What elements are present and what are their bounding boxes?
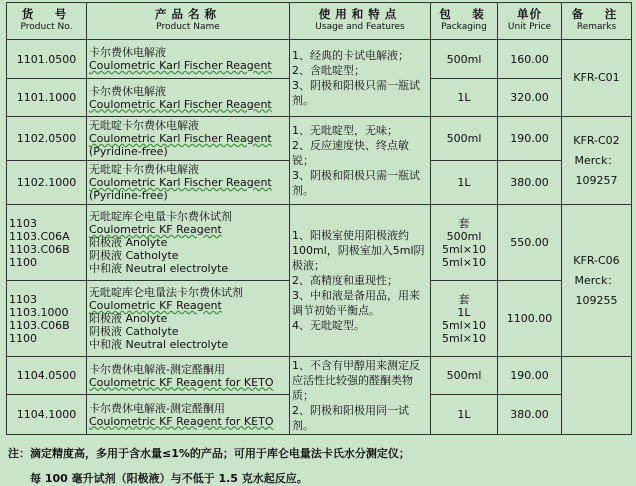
table-row xyxy=(7,40,632,79)
product-name-cell: 无吡啶卡尔费休电解液 Coulometric Karl Fischer Reagent (Pyridine-free) xyxy=(87,117,290,161)
packaging-cell: 500ml xyxy=(431,357,498,395)
header-row xyxy=(7,3,632,40)
packaging-cell: 1L xyxy=(431,161,498,205)
product-no-cell: 1104.0500 xyxy=(7,357,87,395)
product-no-cell: 1101.0500 xyxy=(7,40,87,79)
product-no-cell: 1101.1000 xyxy=(7,79,87,117)
remarks-cell: KFR-C06 Merck： 109255 xyxy=(562,205,632,357)
packaging-cell: 套 500ml 5ml×10 5ml×10 xyxy=(431,205,498,281)
header-product-no: 货 号 Product No. xyxy=(7,3,87,40)
product-name-cell: 无吡啶库仑电量法卡尔费休试剂 Coulometric KF Reagent 阳极液 Anolyte 阴极液 Catholyte 中和液 Neutral electrolyte xyxy=(87,281,290,357)
price-cell: 320.00 xyxy=(498,79,562,117)
product-name-cell: 卡尔费休电解液 Coulometric Karl Fischer Reagent xyxy=(87,79,290,117)
product-no-cell: 1102.0500 xyxy=(7,117,87,161)
header-product-name: 产品名称 Product Name xyxy=(87,3,290,40)
header-price: 单价 Unit Price xyxy=(498,3,562,40)
usage-cell: 1、不含有甲醇用来测定反应活性比较强的醛酮类物质； 2、阴极和阳极用同一试剂。 xyxy=(290,357,431,435)
price-cell: 190.00 xyxy=(498,357,562,395)
product-name-cell: 卡尔费休电解液 Coulometric Karl Fischer Reagent xyxy=(87,40,290,79)
remarks-cell: KFR-C01 xyxy=(562,40,632,117)
price-cell: 160.00 xyxy=(498,40,562,79)
price-cell: 190.00 xyxy=(498,117,562,161)
product-name-cell: 卡尔费休电解液-测定醛酮用 Coulometric KF Reagent for KETO xyxy=(87,357,290,395)
price-cell: 380.00 xyxy=(498,395,562,435)
product-name-cell: 卡尔费休电解液-测定醛酮用 Coulometric KF Reagent for KETO xyxy=(87,395,290,435)
usage-cell: 1、阳极室使用阳极液约100ml，阴极室加入5ml阴极液； 2、高精度和重现性； 3、中和液是备用品，用来调节初始平衡点。 4、无吡啶型。 xyxy=(290,205,431,357)
product-table xyxy=(6,2,632,435)
product-name-cell: 无吡啶库仑电量卡尔费休试剂 Coulometric KF Reagent 阳极液 Anolyte 阴极液 Catholyte 中和液 Neutral electrolyte xyxy=(87,205,290,281)
footnote-line1: 注：滴定精度高，多用于含水量≤1%的产品；可用于库仑电量法卡氏水分测定仪； xyxy=(8,447,410,460)
product-name-cell: 无吡啶卡尔费休电解液 Coulometric Karl Fischer Reagent (Pyridine-free) xyxy=(87,161,290,205)
product-no-cell: 1102.1000 xyxy=(7,161,87,205)
packaging-cell: 1L xyxy=(431,395,498,435)
header-usage: 使用和特点 Usage and Features xyxy=(290,3,431,40)
table-row xyxy=(7,357,632,395)
packaging-cell: 500ml xyxy=(431,40,498,79)
usage-cell: 1、经典的卡试电解液； 2、含吡啶型； 3、阴极和阳极只需一瓶试剂。 xyxy=(290,40,431,117)
remarks-cell: KFR-C02 Merck： 109257 xyxy=(562,117,632,205)
product-no-cell: 1103 1103.1000 1103.C06B 1100 xyxy=(7,281,87,357)
usage-cell: 1、无吡啶型，无味； 2、反应速度快、终点敏锐； 3、阴极和阳极只需一瓶试剂。 xyxy=(290,117,431,205)
footnote-line2: 每 100 毫升试剂（阳极液）与不低于 1.5 克水起反应。 xyxy=(30,472,308,485)
table-row xyxy=(7,117,632,161)
price-cell: 380.00 xyxy=(498,161,562,205)
table-row xyxy=(7,205,632,281)
product-no-cell: 1104.1000 xyxy=(7,395,87,435)
price-cell: 1100.00 xyxy=(498,281,562,357)
product-no-cell: 1103 1103.C06A 1103.C06B 1100 xyxy=(7,205,87,281)
price-cell: 550.00 xyxy=(498,205,562,281)
remarks-cell xyxy=(562,357,632,435)
packaging-cell: 套 1L 5ml×10 5ml×10 xyxy=(431,281,498,357)
header-packaging: 包 装 Packaging xyxy=(431,3,498,40)
packaging-cell: 1L xyxy=(431,79,498,117)
packaging-cell: 500ml xyxy=(431,117,498,161)
header-remarks: 备 注 Remarks xyxy=(562,3,632,40)
